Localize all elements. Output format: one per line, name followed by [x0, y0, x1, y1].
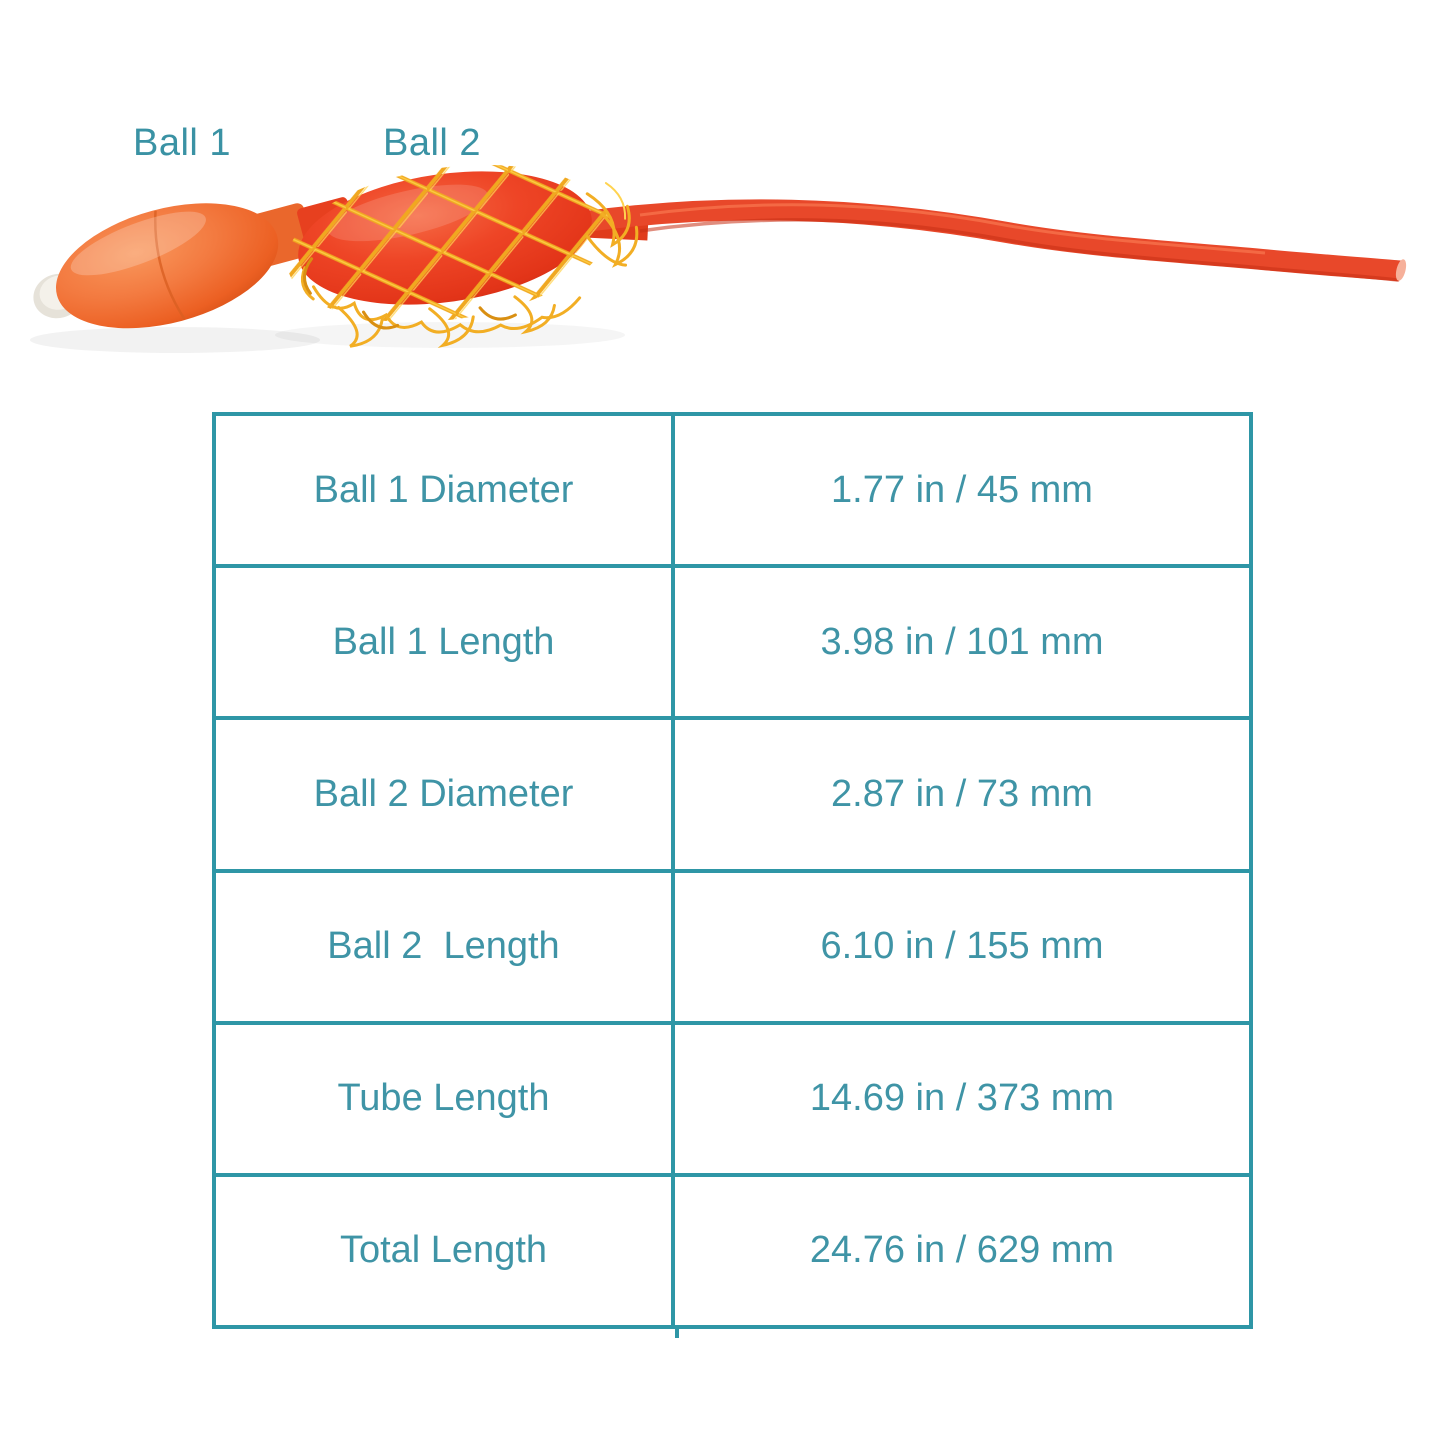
net-mesh — [277, 146, 621, 342]
spec-value: 2.87 in / 73 mm — [831, 772, 1093, 815]
spec-label: Tube Length — [216, 1025, 675, 1173]
table-row — [216, 720, 1249, 872]
spec-value: 3.98 in / 101 mm — [820, 620, 1104, 663]
ball1-label: Ball 1 — [133, 122, 232, 164]
table-row — [216, 416, 1249, 568]
spec-label: Ball 1 Length — [216, 568, 675, 716]
spec-value: 14.69 in / 373 mm — [809, 1077, 1115, 1120]
spec-value: 1.77 in / 45 mm — [831, 468, 1093, 511]
spec-label: Ball 2 Diameter — [216, 720, 675, 868]
table-row — [216, 1025, 1249, 1177]
spec-table — [212, 412, 1253, 1329]
spec-label: Ball 1 Diameter — [216, 416, 675, 564]
spec-label: Total Length — [216, 1177, 675, 1325]
product-photo — [0, 0, 1445, 400]
spec-label: Ball 2 Length — [216, 873, 675, 1021]
ball2-label: Ball 2 — [383, 122, 482, 164]
product-illustration — [0, 0, 1445, 400]
table-row — [216, 873, 1249, 1025]
spec-value: 6.10 in / 155 mm — [820, 925, 1104, 968]
table-row — [216, 568, 1249, 720]
table-row — [216, 1177, 1249, 1325]
spec-value: 24.76 in / 629 mm — [809, 1229, 1115, 1272]
air-tube — [582, 205, 1408, 282]
